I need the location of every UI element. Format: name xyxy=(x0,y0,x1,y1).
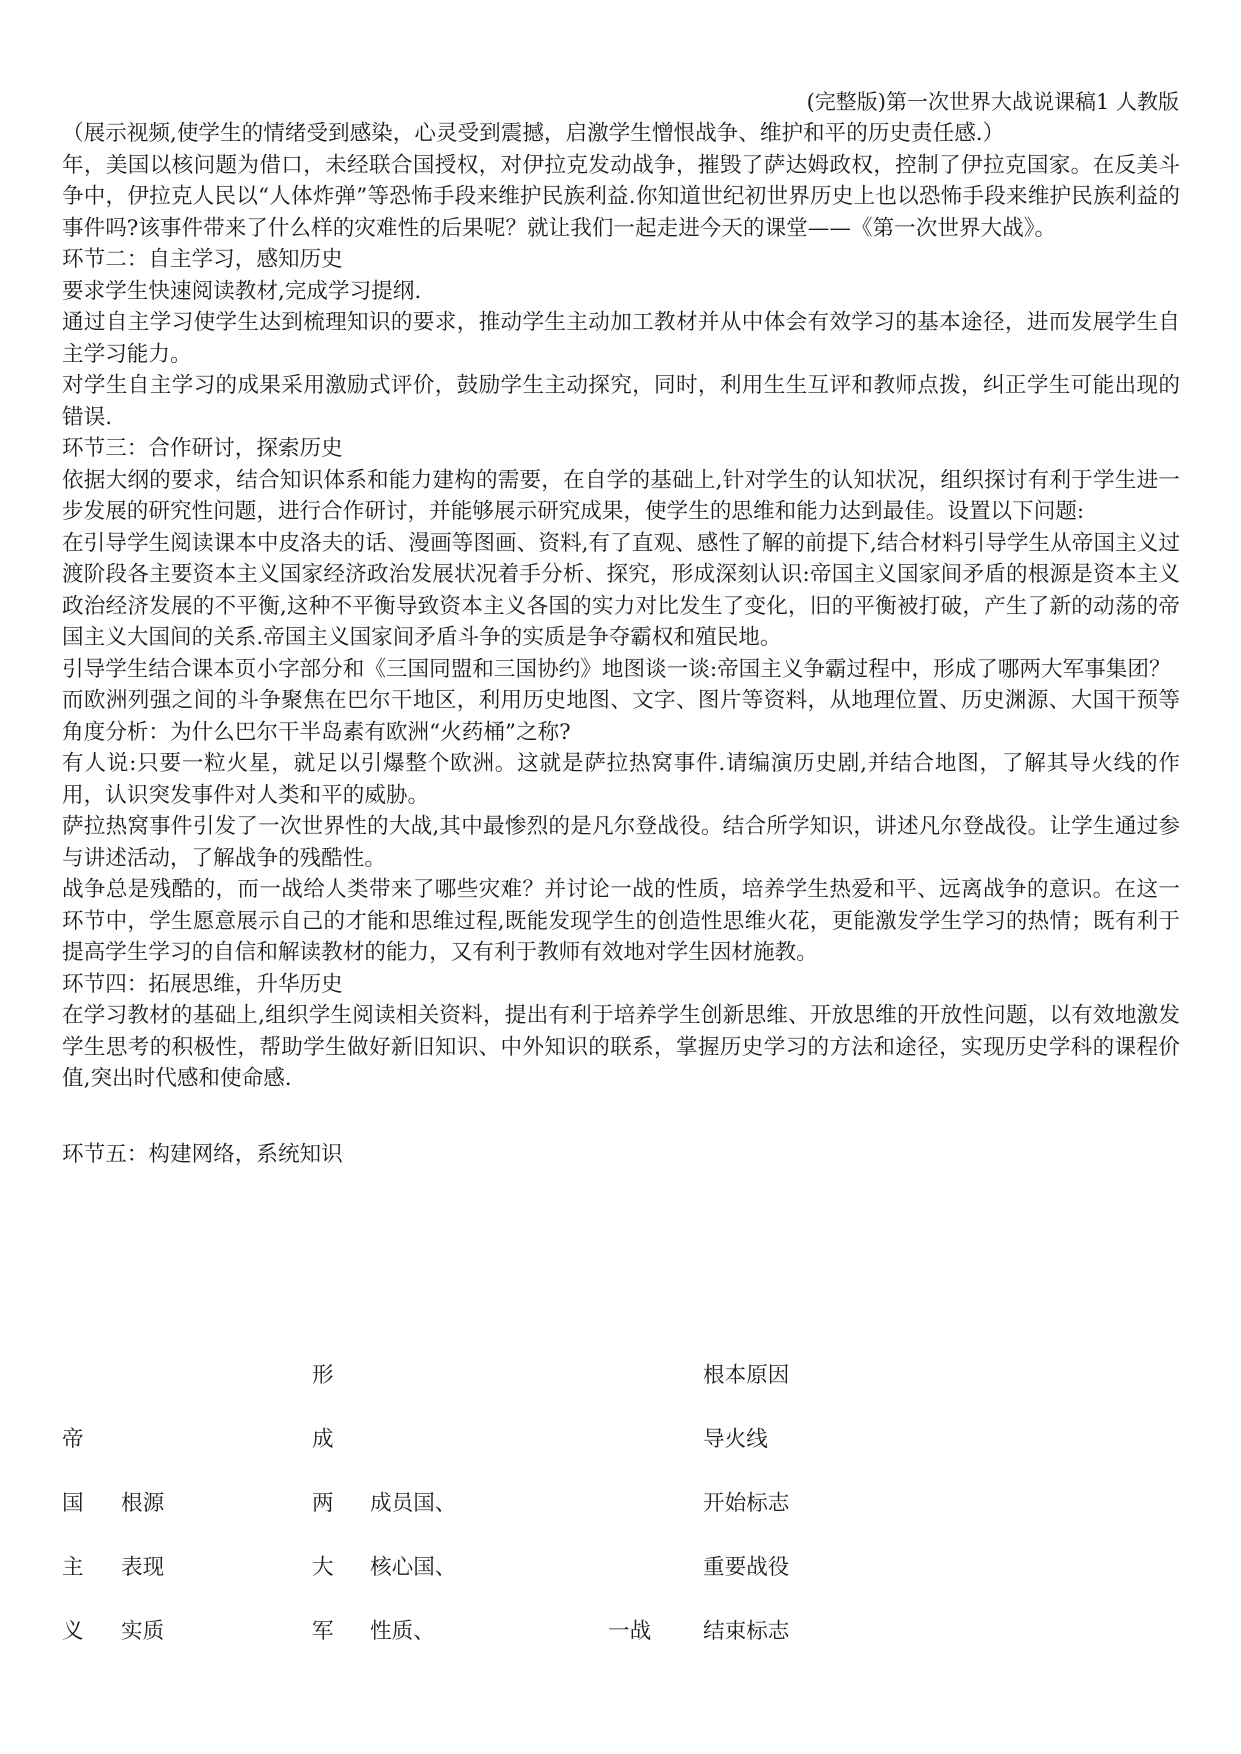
section-heading: 环节三：合作研讨，探索历史 xyxy=(62,436,343,461)
paragraph: 通过自主学习使学生达到梳理知识的要求，推动学生主动加工教材并从中体会有效学习的基本途径，进而发展学生自主学习能力。 xyxy=(62,310,1180,367)
outline-label: 根本原因 xyxy=(703,1363,790,1388)
outline-char: 两 xyxy=(312,1491,334,1516)
outline-char: 军 xyxy=(312,1619,334,1644)
paragraph: 有人说:只要一粒火星，就足以引爆整个欧洲。这就是萨拉热窝事件.请编演历史剧,并结合地图，了解其导火线的作用，认识突发事件对人类和平的威胁。 xyxy=(62,751,1180,808)
page-header: (完整版)第一次世界大战说课稿1 人教版 xyxy=(806,90,1179,114)
paragraph: 战争总是残酷的，而一战给人类带来了哪些灾难？并讨论一战的性质，培养学生热爱和平、远离战争的意识。在这一环节中，学生愿意展示自己的才能和思维过程,既能发现学生的创造性思维火花，更能激发学生学习的热情；既有利于提高学生学习的自信和解读教材的能力，又有利于教师有效地对学生因材施教。 xyxy=(62,877,1180,965)
paragraph: （展示视频,使学生的情绪受到感染，心灵受到震撼，启激学生憎恨战争、维护和平的历史责任感.） xyxy=(62,121,1005,146)
section-heading: 环节四：拓展思维，升华历史 xyxy=(62,971,343,997)
paragraph: 要求学生快速阅读教材,完成学习提纲. xyxy=(62,278,422,304)
paragraph: 对学生自主学习的成果采用激励式评价，鼓励学生主动探究，同时，利用生生互评和教师点拨，纠正学生可能出现的错误. xyxy=(62,373,1180,430)
paragraph: 依据大纲的要求，结合知识体系和能力建构的需要，在自学的基础上,针对学生的认知状况，组织探讨有利于学生进一步发展的研究性问题，进行合作研讨，并能够展示研究成果，使学生的思维和能力达到最佳。设置以下问题: xyxy=(62,467,1180,524)
paragraph: 在学习教材的基础上,组织学生阅读相关资料，提出有利于培养学生创新思维、开放思维的开放性问题，以有效地激发学生思考的积极性，帮助学生做好新旧知识、中外知识的联系，掌握历史学习的方法和途径，实现历史学科的课程价值,突出时代感和使命感. xyxy=(62,1003,1180,1091)
section-heading-five: 环节五：构建网络，系统知识 xyxy=(62,1141,343,1167)
outline-char: 形 xyxy=(312,1363,334,1388)
outline-label: 根源 xyxy=(121,1491,165,1516)
outline-char: 主 xyxy=(62,1555,84,1580)
outline-char: 义 xyxy=(62,1619,84,1644)
paragraph: 在引导学生阅读课本中皮洛夫的话、漫画等图画、资料,有了直观、感性了解的前提下,结合材料引导学生从帝国主义过渡阶段各主要资本主义国家经济政治发展状况着手分析、探究，形成深刻认识:帝国主义国家间矛盾的根源是资本主义政治经济发展的不平衡,这种不平衡导致资本主义各国的实力对比发生了变化，旧的平衡被打破，产生了新的动荡的帝国主义大国间的关系.帝国主义国家间矛盾斗争的实质是争夺霸权和殖民地。 xyxy=(62,530,1180,650)
outline-label: 性质、 xyxy=(370,1619,435,1644)
outline-label: 一战 xyxy=(608,1619,652,1644)
paragraph: 年，美国以核问题为借口，未经联合国授权，对伊拉克发动战争，摧毁了萨达姆政权，控制了伊拉克国家。在反美斗争中，伊拉克人民以“人体炸弹”等恐怖手段来维护民族利益.你知道世纪初世界历史上也以恐怖手段来维护民族利益的事件吗?该事件带来了什么样的灾难性的后果呢？就让我们一起走进今天的课堂——《第一次世界大战》。 xyxy=(62,152,1180,241)
outline-label: 核心国、 xyxy=(370,1555,457,1580)
paragraph: 引导学生结合课本页小字部分和《三国同盟和三国协约》地图谈一谈:帝国主义争霸过程中，形成了哪两大军事集团？ xyxy=(62,656,1171,682)
outline-char: 帝 xyxy=(62,1427,84,1452)
outline-label: 开始标志 xyxy=(703,1491,790,1516)
section-heading: 环节二：自主学习，感知历史 xyxy=(62,247,343,272)
outline-char: 成 xyxy=(312,1427,334,1452)
outline-label: 重要战役 xyxy=(703,1555,790,1580)
paragraph: 而欧洲列强之间的斗争聚焦在巴尔干地区，利用历史地图、文字、图片等资料，从地理位置、历史渊源、大国干预等角度分析：为什么巴尔干半岛素有欧洲“火药桶”之称? xyxy=(62,688,1180,745)
outline-label: 成员国、 xyxy=(370,1491,457,1516)
outline-char: 国 xyxy=(62,1491,84,1516)
outline-char: 大 xyxy=(312,1555,334,1580)
outline-label: 表现 xyxy=(121,1555,165,1580)
outline-label: 结束标志 xyxy=(703,1619,790,1644)
outline-label: 导火线 xyxy=(703,1427,768,1452)
paragraph: 萨拉热窝事件引发了一次世界性的大战,其中最惨烈的是凡尔登战役。结合所学知识，讲述凡尔登战役。让学生通过参与讲述活动，了解战争的残酷性。 xyxy=(62,814,1180,871)
outline-label: 实质 xyxy=(121,1619,165,1644)
